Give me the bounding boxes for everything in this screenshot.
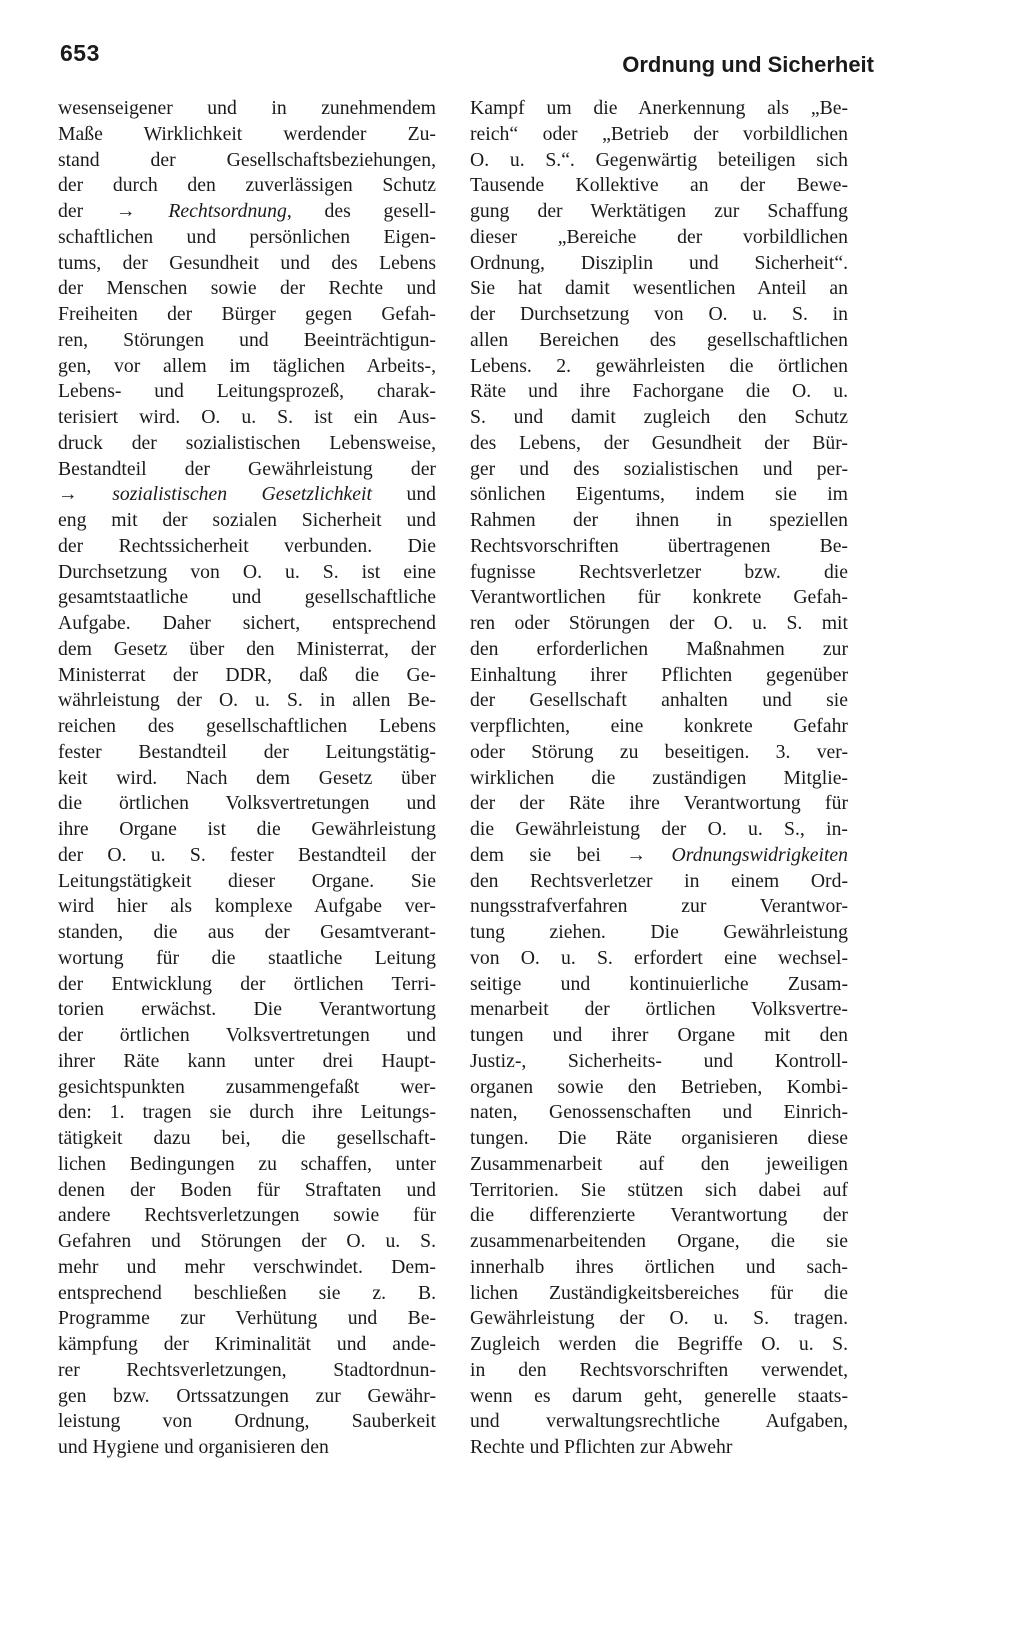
text-line: tums, der Gesundheit und des Lebens <box>58 251 436 274</box>
text-line: Maße Wirklichkeit werdender Zu- <box>58 122 436 145</box>
text-line: druck der sozialistischen Lebensweise, <box>58 431 436 454</box>
text-line: Einhaltung ihrer Pflichten gegenüber <box>470 663 848 686</box>
text-line: innerhalb ihres örtlichen und sach- <box>470 1255 848 1278</box>
text-line: der Menschen sowie der Rechte und <box>58 277 436 300</box>
text-line: tungen. Die Räte organisieren diese <box>470 1127 848 1149</box>
text-line: S. und damit zugleich den Schutz <box>470 406 848 428</box>
text-line: der örtlichen Volksvertretungen und <box>58 1024 436 1046</box>
text-line: den Rechtsverletzer in einem Ord- <box>470 869 848 892</box>
text-line: der Rechtssicherheit verbunden. Die <box>58 534 436 557</box>
text-line: kämpfung der Kriminalität und ande- <box>58 1333 436 1355</box>
text-line: andere Rechtsverletzungen sowie für <box>58 1204 436 1227</box>
text-line: dieser „Bereiche der vorbildlichen <box>470 225 848 248</box>
text-line: ger und des sozialistischen und per- <box>470 457 848 480</box>
text-line: organen sowie den Betrieben, Kombi- <box>470 1075 848 1098</box>
text-line: naten, Genossenschaften und Einrich- <box>470 1101 848 1124</box>
text-line: fester Bestandteil der Leitungstätig- <box>58 740 436 763</box>
text-line: zusammenarbeitenden Organe, die sie <box>470 1230 848 1252</box>
text-line: ihre Organe ist die Gewährleistung <box>58 818 436 840</box>
text-line: gen, vor allem im täglichen Arbeits-, <box>58 354 436 377</box>
text-line: schaftlichen und persönlichen Eigen- <box>58 225 436 248</box>
text-line: mehr und mehr verschwindet. Dem- <box>58 1255 436 1278</box>
text-line: entsprechend beschließen sie z. B. <box>58 1281 436 1304</box>
text-line: allen Bereichen des gesellschaftlichen <box>470 328 848 351</box>
text-line: Kampf um die Anerkennung als „Be- <box>470 97 848 119</box>
text-line: tung ziehen. Die Gewährleistung <box>470 921 848 943</box>
text-line: gung der Werktätigen zur Schaffung <box>470 200 848 222</box>
text-line: reich“ oder „Betrieb der vorbildlichen <box>470 122 848 145</box>
right-column <box>470 96 848 1461</box>
text-line: standen, die aus der Gesamtverant- <box>58 921 436 943</box>
text-line: der durch den zuverlässigen Schutz <box>58 174 436 197</box>
text-line: Rechtsvorschriften übertragenen Be- <box>470 534 848 557</box>
text-line: und Hygiene und organisieren den <box>58 1436 329 1458</box>
text-line: ihrer Räte kann unter drei Haupt- <box>58 1049 436 1072</box>
text-line: Bestandteil der Gewährleistung der <box>58 457 436 480</box>
text-line: Tausende Kollektive an der Bewe- <box>470 174 848 197</box>
text-line: die Gewährleistung der O. u. S., in- <box>470 818 848 840</box>
text-line: fugnisse Rechtsverletzer bzw. die <box>470 560 848 583</box>
text-line: Leitungstätigkeit dieser Organe. Sie <box>58 869 436 892</box>
text-line: in den Rechtsvorschriften verwendet, <box>470 1358 848 1381</box>
text-line: wenn es darum geht, generelle staats- <box>470 1384 848 1407</box>
text-line: wesenseigener und in zunehmendem <box>58 97 436 119</box>
text-line: torien erwächst. Die Verantwortung <box>58 998 436 1021</box>
text-line: der der Räte ihre Verantwortung für <box>470 792 848 815</box>
text-line: keit wird. Nach dem Gesetz über <box>58 766 436 789</box>
text-line: Zugleich werden die Begriffe O. u. S. <box>470 1333 848 1355</box>
text-line: wird hier als komplexe Aufgabe ver- <box>58 895 436 918</box>
text-line: wirklichen die zuständigen Mitglie- <box>470 766 848 789</box>
text-line: leistung von Ordnung, Sauberkeit <box>58 1410 436 1433</box>
text-line: den erforderlichen Maßnahmen zur <box>470 637 848 660</box>
text-line: dem Gesetz über den Ministerrat, der <box>58 637 436 660</box>
text-line: Lebens. 2. gewährleisten die örtlichen <box>470 354 848 377</box>
text-line: dem sie bei → Ordnungswidrigkeiten <box>470 843 848 866</box>
text-line: Verantwortlichen für konkrete Gefah- <box>470 586 848 609</box>
text-line: ren oder Störungen der O. u. S. mit <box>470 612 848 634</box>
text-line: Räte und ihre Fachorgane die O. u. <box>470 380 848 403</box>
text-line: der → Rechtsordnung, des gesell- <box>58 200 436 222</box>
text-line: tätigkeit dazu bei, die gesellschaft- <box>58 1127 436 1149</box>
text-line: der O. u. S. fester Bestandteil der <box>58 843 436 866</box>
text-line: terisiert wird. O. u. S. ist ein Aus- <box>58 406 436 428</box>
page-number: 653 <box>60 40 100 66</box>
text-line: Territorien. Sie stützen sich dabei auf <box>470 1178 848 1201</box>
text-line: menarbeit der örtlichen Volksvertre- <box>470 998 848 1021</box>
text-line: Gefahren und Störungen der O. u. S. <box>58 1230 436 1252</box>
text-line: den: 1. tragen sie durch ihre Leitungs- <box>58 1101 436 1124</box>
text-line: rer Rechtsverletzungen, Stadtordnun- <box>58 1358 436 1381</box>
text-line: und verwaltungsrechtliche Aufgaben, <box>470 1410 848 1433</box>
text-line: → sozialistischen Gesetzlichkeit und <box>58 483 436 506</box>
text-line: der Entwicklung der örtlichen Terri- <box>58 972 436 995</box>
text-line: währleistung der O. u. S. in allen Be- <box>58 689 436 712</box>
text-line: oder Störung zu beseitigen. 3. ver- <box>470 740 848 763</box>
text-line: ren, Störungen und Beeinträchtigun- <box>58 328 436 351</box>
text-line: Freiheiten der Bürger gegen Gefah- <box>58 303 436 325</box>
text-line: Rahmen der ihnen in speziellen <box>470 509 848 531</box>
text-line: Gewährleistung der O. u. S. tragen. <box>470 1307 848 1330</box>
text-line: lichen Zuständigkeitsbereiches für die <box>470 1281 848 1304</box>
left-column <box>58 96 436 1461</box>
text-line: Lebens- und Leitungsprozeß, charak- <box>58 380 436 403</box>
text-line: die örtlichen Volksvertretungen und <box>58 792 436 815</box>
text-line: Ordnung, Disziplin und Sicherheit“. <box>470 251 848 274</box>
text-line: reichen des gesellschaftlichen Lebens <box>58 715 436 737</box>
text-line: wortung für die staatliche Leitung <box>58 946 436 969</box>
text-line: der Gesellschaft anhalten und sie <box>470 689 848 712</box>
text-line: Justiz-, Sicherheits- und Kontroll- <box>470 1049 848 1072</box>
text-line: lichen Bedingungen zu schaffen, unter <box>58 1152 436 1175</box>
text-line: stand der Gesellschaftsbeziehungen, <box>58 148 436 171</box>
text-line: Durchsetzung von O. u. S. ist eine <box>58 560 436 583</box>
text-line: der Durchsetzung von O. u. S. in <box>470 303 848 325</box>
running-head: Ordnung und Sicherheit <box>622 52 874 77</box>
text-line: sönlichen Eigentums, indem sie im <box>470 483 848 506</box>
text-line: Sie hat damit wesentlichen Anteil an <box>470 277 848 300</box>
text-line: seitige und kontinuierliche Zusam- <box>470 972 848 995</box>
text-line: Aufgabe. Daher sichert, entsprechend <box>58 612 436 634</box>
text-line: von O. u. S. erfordert eine wechsel- <box>470 946 848 969</box>
text-line: Zusammenarbeit auf den jeweiligen <box>470 1152 848 1175</box>
text-line: Rechte und Pflichten zur Abwehr <box>470 1436 733 1458</box>
text-line: nungsstrafverfahren zur Verantwor- <box>470 895 848 918</box>
text-line: gen bzw. Ortssatzungen zur Gewähr- <box>58 1384 436 1407</box>
text-line: gesichtspunkten zusammengefaßt wer- <box>58 1075 436 1098</box>
text-line: die differenzierte Verantwortung der <box>470 1204 848 1227</box>
text-line: tungen und ihrer Organe mit den <box>470 1024 848 1046</box>
text-line: Programme zur Verhütung und Be- <box>58 1307 436 1330</box>
text-line: Ministerrat der DDR, daß die Ge- <box>58 663 436 686</box>
text-line: gesamtstaatliche und gesellschaftliche <box>58 586 436 609</box>
text-line: O. u. S.“. Gegenwärtig beteiligen sich <box>470 148 848 171</box>
text-line: verpflichten, eine konkrete Gefahr <box>470 715 848 737</box>
text-line: eng mit der sozialen Sicherheit und <box>58 509 436 531</box>
text-line: denen der Boden für Straftaten und <box>58 1178 436 1201</box>
text-line: des Lebens, der Gesundheit der Bür- <box>470 431 848 454</box>
